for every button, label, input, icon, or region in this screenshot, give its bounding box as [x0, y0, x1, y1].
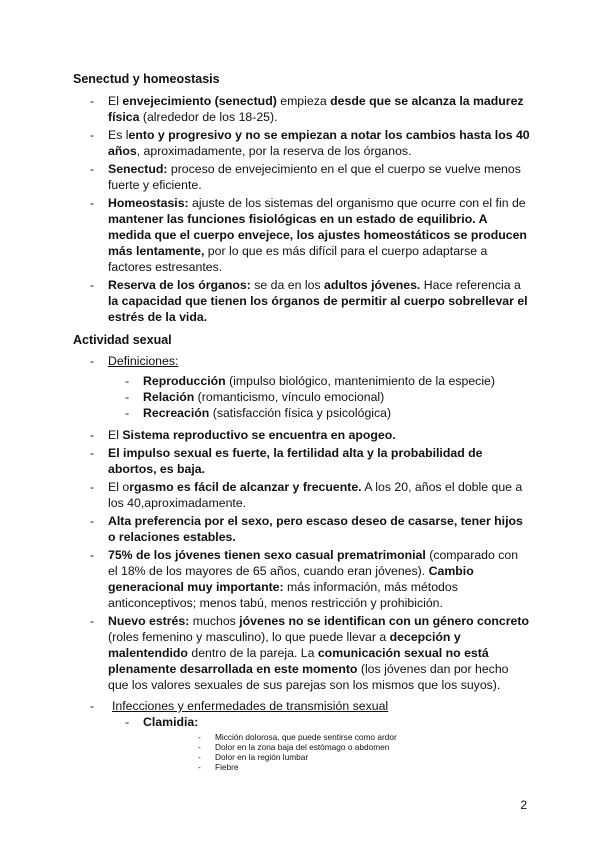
list-item [0, 513, 600, 545]
senectud-list [0, 93, 600, 327]
text-run: empieza [276, 94, 331, 108]
bold-text: Sistema reproductivo se encuentra en apogeo. [122, 428, 396, 442]
bold-text: la capacidad que tienen los órganos de permitir al cuerpo sobrellevar el estrés de la vida. [108, 294, 528, 324]
text-run: (impulso biológico, mantenimiento de la especie) [225, 374, 495, 388]
list-item [0, 479, 600, 511]
bold-text: Reserva de los órganos: [108, 278, 251, 292]
list-item [0, 445, 600, 477]
text-run: (satisfacción física y psicológica) [209, 406, 392, 420]
list-item [0, 195, 600, 275]
bold-text: envejecimiento (senectud) [122, 94, 277, 108]
bold-text: mantener las funciones fisiológicas en un estado de equilibrio. A medida que el cuerpo envejece, los ajustes homeostáticos se producen más lentamente, [108, 212, 527, 258]
bold-text: rgasmo es fácil de alcanzar y frecuente. [129, 480, 362, 494]
bold-text: Reproducción [143, 374, 226, 388]
symptom-item: - Dolor en la región lumbar [215, 752, 530, 762]
list-item [143, 389, 530, 405]
text-run: (los jóvenes dan por hecho que los valores sexuales de sus parejas son los mismos que los suyos). [108, 662, 509, 692]
list-item [0, 93, 600, 125]
bold-text: Relación [143, 390, 195, 404]
symptom-item: - Micción dolorosa, que puede sentirse como ardor [215, 732, 530, 742]
text-run: más información, más métodos anticonceptivos; menos tabú, menos restricción y prohibición. [108, 580, 458, 610]
text-run: , aproximadamente, por la reserva de los órganos. [136, 144, 412, 158]
bold-text: Alta preferencia por el sexo, pero escaso deseo de casarse, tener hijos o relaciones estables. [108, 514, 523, 544]
definitions-label: Definiciones: [108, 354, 179, 368]
bold-text: decepción y malentendido [108, 630, 461, 660]
list-item [0, 613, 600, 693]
text-run: Hace referencia a [420, 278, 521, 292]
text-run: (comparado con el 18% de los mayores de 65 años, cuando eran jóvenes). [108, 548, 519, 578]
text-run: ajuste de los sistemas del organismo que ocurre con el fin de [188, 196, 526, 210]
infections-sublist [112, 714, 530, 772]
bold-text: comunicación sexual no está plenamente desarrollada en este momento [108, 646, 489, 676]
bold-text: Cambio generacional muy importante: [108, 564, 474, 594]
infections-label: Infecciones y enfermedades de transmisión sexual [112, 699, 389, 713]
bold-text: 75% de los jóvenes tienen sexo casual prematrimonial [108, 548, 426, 562]
bold-text: Recreación [143, 406, 210, 420]
bold-text: El impulso sexual es fuerte, la fertilidad alta y la probabilidad de abortos, es baja. [108, 446, 483, 476]
list-item [143, 373, 530, 389]
infection-item [143, 714, 530, 772]
bold-text: desde que se alcanza la madurez física [108, 94, 524, 124]
text-run: (alrededor de los 18-25). [139, 110, 278, 124]
text-run: El [108, 428, 123, 442]
list-item [0, 161, 600, 193]
text-run: El [108, 94, 123, 108]
infections-list [0, 698, 600, 774]
bold-text: jóvenes no se identifican con un género concreto [239, 614, 529, 628]
symptom-item: - Fiebre [215, 762, 530, 772]
list-item [0, 127, 600, 159]
bold-text: Senectud: [108, 162, 168, 176]
text-run: proceso de envejecimiento en el que el cuerpo se vuelve menos fuerte y eficiente. [108, 162, 521, 192]
list-item [0, 698, 600, 772]
text-run: muchos [189, 614, 240, 628]
text-run: A los 20, años el doble que a los 40,aproximadamente. [108, 480, 523, 510]
definitions-sublist [108, 373, 530, 421]
symptom-list [143, 732, 530, 772]
bold-text: ento y progresivo y no se empiezan a notar los cambios hasta los 40 años [108, 128, 530, 158]
text-run: Es l [108, 128, 129, 142]
infection-name: Clamidia: [143, 715, 199, 729]
list-item [143, 405, 530, 421]
text-run: El o [108, 480, 130, 494]
bold-text: adultos jóvenes. [324, 278, 421, 292]
text-run: por lo que es más difícil para el cuerpo adaptarse a factores estresantes. [108, 244, 488, 274]
list-item [0, 353, 600, 421]
definitions-list [0, 353, 600, 423]
text-run: se da en los [250, 278, 324, 292]
section-heading-senectud: Senectud y homeostasis [73, 72, 220, 86]
text-run: dentro de la pareja. La [187, 646, 318, 660]
bold-text: Nuevo estrés: [108, 614, 190, 628]
list-item [0, 277, 600, 325]
section-heading-actividad-sexual: Actividad sexual [73, 333, 172, 347]
bold-text: Homeostasis: [108, 196, 189, 210]
text-run: (romanticismo, vínculo emocional) [194, 390, 385, 404]
symptom-item: - Dolor en la zona baja del estómago o abdomen [215, 742, 530, 752]
actividad-sexual-list [0, 427, 600, 695]
page-number: 2 [520, 798, 527, 812]
list-item [0, 427, 600, 443]
list-item [0, 547, 600, 611]
text-run: (roles femenino y masculino), lo que puede llevar a [108, 630, 390, 644]
